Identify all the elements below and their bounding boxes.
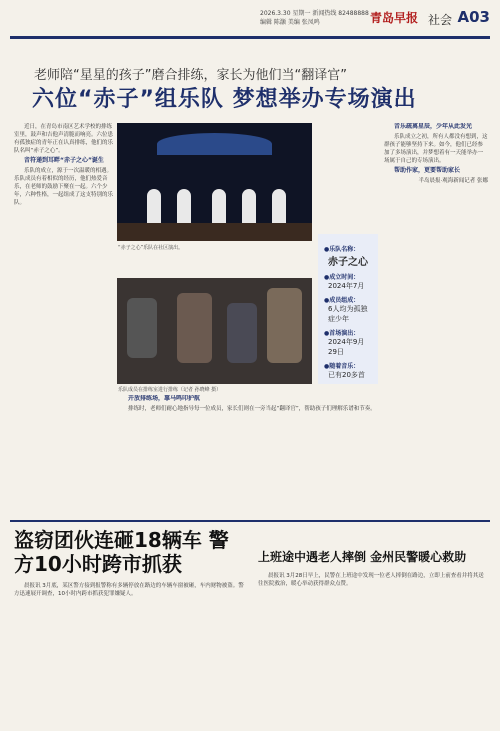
band-performance-photo [117,123,312,241]
story1-headline: 六位“赤子”组乐队 梦想举办专场演出 [32,87,417,112]
rehearsal-person [177,293,212,363]
story1-column-left [14,123,114,383]
story1-column-middle [118,395,376,515]
info-value-founded: 2024年7月 [328,282,365,290]
story1-sub3: 音乐疏离星辰，少年从此发光 [394,123,473,130]
section-divider [10,520,490,522]
story1-kicker: 老师陪“星星的孩子”磨合排练，家长为他们当“翻译官” [34,68,347,83]
story2-headline: 盗窃团伙连砸18辆车 警方10小时跨市抓获 [14,528,229,576]
photo-caption-1: “赤子之心”乐队在社区演出。 [118,245,184,251]
rehearsal-person [227,303,257,363]
info-title: ●乐队名称： [324,246,360,253]
stage-banner [157,133,272,155]
performer [177,189,191,223]
story3-text: 晨报讯 3月28日早上，民警在上班途中发现一位老人摔倒在路边，立即上前查看并将其送往医院救治，暖心举动获得群众点赞。 [258,573,484,587]
performer [272,189,286,223]
info-label-founded: ●成立时间： [324,274,360,281]
story1-sub2: 开放排练场，靠马鸣印护航 [128,395,201,402]
story1-byline: 半岛晨报·观海新闻记者 张娜 [418,178,488,184]
performer [147,189,161,223]
band-info-box [318,234,378,384]
section-name: 社会 [427,13,452,27]
page-header [10,6,490,39]
header-editors: 编辑 陈灏 美编 张凤鸣 [260,19,320,26]
story1-mid-text: 排练时，老师们耐心地指导每一位成员，家长们则在一旁当起“翻译官”，帮助孩子们理解乐谱和节奏。 [128,406,376,412]
info-value-debut: 2024年9月29日 [328,338,365,356]
performer [242,189,256,223]
info-label-debut: ●首场演出： [324,330,360,337]
story3-headline: 上班途中遇老人摔倒 金州民警暖心救助 [258,550,467,564]
newspaper-logo: 青岛早报 [370,11,419,25]
story2-text: 晨报讯 3月底，某区警方接到报警称有多辆停放在路边的车辆车窗被砸，车内财物被盗。警方迅速展开调查，10小时内跨市抓获犯罪嫌疑人。 [14,583,244,597]
info-label-members: ●成员组成： [324,297,360,304]
story1-lead: 近日，在青岛市南区艺术学校的排练室里，鼓声和吉他声清脆而响亮。六位患有孤独症的青年正在认真排练，他们的乐队名叫“赤子之心”。 [14,124,114,154]
story1-column-right [384,123,488,513]
story1-sub4: 帮助作家，更要帮助家长 [394,167,461,174]
stage-floor [117,223,312,241]
story1-col1-text: 乐队的成立，源于一次温暖的相遇。乐队成员有着相似的经历，他们热爱音乐，在老师的鼓励下聚在一起。六个少年，六种性格，一起组成了这支特别的乐队。 [14,168,114,206]
info-value-songs: 已有20多首 [328,371,365,379]
rehearsal-person [267,288,302,363]
info-label-songs: ●随着音乐： [324,363,360,370]
photo-caption-2: 乐队成员在排练室进行排练（记者 孙晓峰 摄） [118,387,222,393]
story3-body [258,572,488,722]
rehearsal-photo [117,278,312,384]
rehearsal-person [127,298,157,358]
page-number: A03 [457,8,490,26]
band-name: 赤子之心 [328,257,368,268]
story1-right-text: 乐队成立之初，所有人都没有想到，这群孩子能够坚持下来。如今，他们已经参加了多场演出，并梦想着有一天能举办一场属于自己的专场演出。 [384,134,488,164]
info-value-members: 6人均为孤独症少年 [328,305,368,323]
story2-body [14,582,244,722]
story1-sub1: 音符递到耳畔“赤子之心”诞生 [24,157,104,164]
performer [212,189,226,223]
header-date: 2026.3.30 星期一 新闻热线 82488888 [260,10,369,17]
